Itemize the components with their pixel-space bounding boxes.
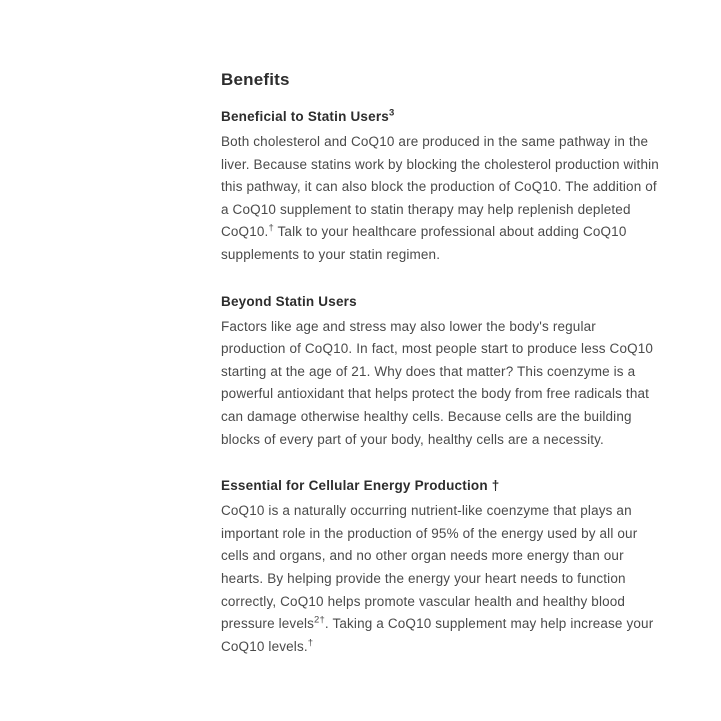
- paragraph-text: CoQ10 is a naturally occurring nutrient-like coenzyme that plays an important role in the production of 95% of the energy used by all our cells and organs, and no other organ needs more energy than our hearts. By helping provide the energy your heart needs to function correctly, CoQ10 helps promote vascular health and healthy blood pressure levels: [221, 503, 638, 632]
- section-heading: [221, 109, 661, 124]
- section-heading-text: Essential for Cellular Energy Production †: [221, 478, 500, 494]
- section-heading-text: Beyond Statin Users: [221, 293, 357, 309]
- section-heading: [221, 478, 661, 493]
- page-title: Benefits: [221, 70, 290, 89]
- paragraph-text: Both cholesterol and CoQ10 are produced in the same pathway in the liver. Because statins work by blocking the cholesterol production within this pathway, it can also block the production of CoQ10. The addition of a CoQ10 supplement to statin therapy may help replenish depleted CoQ10.: [221, 134, 659, 240]
- benefits-content: [221, 70, 661, 658]
- superscript-marker: †: [268, 222, 274, 234]
- section-beyond-statin-users: [221, 294, 661, 452]
- section-paragraph: [221, 500, 661, 658]
- section-paragraph: [221, 131, 661, 267]
- superscript-marker: †: [307, 637, 314, 649]
- paragraph-text: . Taking a CoQ10 supplement may help increase your CoQ10 levels.: [221, 616, 654, 654]
- section-heading-superscript: 3: [389, 107, 395, 119]
- section-cellular-energy: [221, 478, 661, 658]
- section-paragraph: [221, 316, 661, 452]
- section-heading: [221, 294, 661, 309]
- section-statin-users: [221, 109, 661, 267]
- section-heading-text: Beneficial to Statin Users: [221, 109, 389, 124]
- paragraph-text: Talk to your healthcare professional about adding CoQ10 supplements to your statin regimen.: [221, 224, 627, 262]
- paragraph-text: Factors like age and stress may also lower the body's regular production of CoQ10. In fact, most people start to produce less CoQ10 starting at the age of 21. Why does that matter? This coenzyme is a powerful antioxidant that helps protect the body from free radicals that can damage otherwise healthy cells. Because cells are the building blocks of every part of your body, healthy cells are a necessity.: [221, 318, 654, 447]
- superscript-marker: 2†: [314, 614, 325, 626]
